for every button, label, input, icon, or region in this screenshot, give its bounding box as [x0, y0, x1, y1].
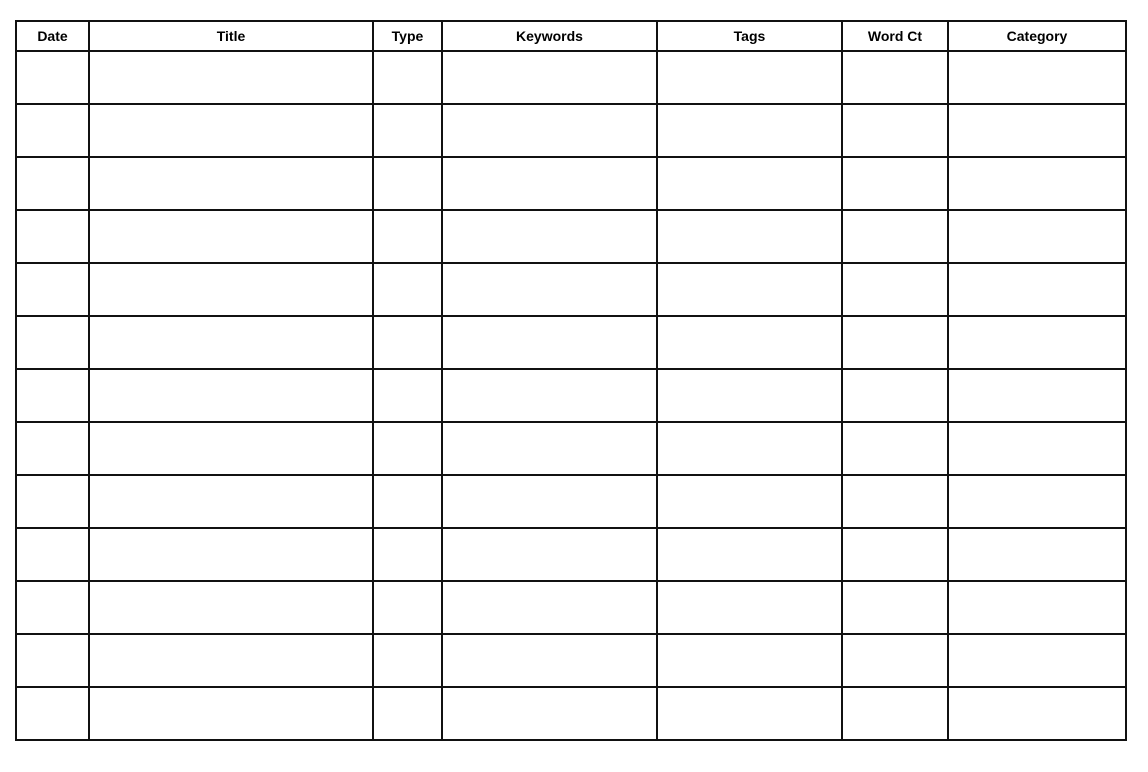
cell-tags[interactable] — [657, 210, 842, 263]
cell-word-ct[interactable] — [842, 475, 948, 528]
cell-keywords[interactable] — [442, 316, 657, 369]
column-header-type: Type — [373, 21, 442, 51]
cell-type[interactable] — [373, 157, 442, 210]
cell-category[interactable] — [948, 157, 1126, 210]
column-header-title: Title — [89, 21, 373, 51]
table-row — [16, 634, 1126, 687]
cell-tags[interactable] — [657, 687, 842, 740]
cell-tags[interactable] — [657, 475, 842, 528]
table-row — [16, 475, 1126, 528]
cell-type[interactable] — [373, 316, 442, 369]
cell-tags[interactable] — [657, 263, 842, 316]
cell-title[interactable] — [89, 475, 373, 528]
cell-title[interactable] — [89, 157, 373, 210]
cell-date[interactable] — [16, 687, 89, 740]
cell-category[interactable] — [948, 528, 1126, 581]
cell-word-ct[interactable] — [842, 316, 948, 369]
cell-keywords[interactable] — [442, 369, 657, 422]
cell-word-ct[interactable] — [842, 104, 948, 157]
cell-date[interactable] — [16, 51, 89, 104]
column-header-date: Date — [16, 21, 89, 51]
cell-title[interactable] — [89, 581, 373, 634]
cell-category[interactable] — [948, 316, 1126, 369]
cell-date[interactable] — [16, 369, 89, 422]
cell-category[interactable] — [948, 634, 1126, 687]
cell-date[interactable] — [16, 528, 89, 581]
cell-tags[interactable] — [657, 422, 842, 475]
cell-keywords[interactable] — [442, 528, 657, 581]
cell-keywords[interactable] — [442, 263, 657, 316]
cell-title[interactable] — [89, 210, 373, 263]
cell-type[interactable] — [373, 51, 442, 104]
table-row — [16, 210, 1126, 263]
table-row — [16, 369, 1126, 422]
cell-date[interactable] — [16, 210, 89, 263]
cell-word-ct[interactable] — [842, 687, 948, 740]
cell-keywords[interactable] — [442, 422, 657, 475]
cell-category[interactable] — [948, 687, 1126, 740]
table-body — [16, 51, 1126, 740]
cell-word-ct[interactable] — [842, 263, 948, 316]
cell-date[interactable] — [16, 581, 89, 634]
cell-word-ct[interactable] — [842, 157, 948, 210]
cell-category[interactable] — [948, 369, 1126, 422]
content-log-table — [15, 20, 1127, 741]
table-header — [16, 21, 1126, 51]
table-row — [16, 581, 1126, 634]
cell-title[interactable] — [89, 104, 373, 157]
cell-category[interactable] — [948, 104, 1126, 157]
cell-date[interactable] — [16, 634, 89, 687]
cell-title[interactable] — [89, 687, 373, 740]
cell-date[interactable] — [16, 157, 89, 210]
column-header-category: Category — [948, 21, 1126, 51]
cell-word-ct[interactable] — [842, 422, 948, 475]
cell-title[interactable] — [89, 634, 373, 687]
header-row — [16, 21, 1126, 51]
cell-title[interactable] — [89, 528, 373, 581]
cell-keywords[interactable] — [442, 634, 657, 687]
cell-keywords[interactable] — [442, 210, 657, 263]
cell-tags[interactable] — [657, 157, 842, 210]
cell-title[interactable] — [89, 316, 373, 369]
cell-word-ct[interactable] — [842, 51, 948, 104]
cell-tags[interactable] — [657, 369, 842, 422]
cell-tags[interactable] — [657, 316, 842, 369]
cell-tags[interactable] — [657, 634, 842, 687]
cell-word-ct[interactable] — [842, 581, 948, 634]
cell-date[interactable] — [16, 263, 89, 316]
cell-category[interactable] — [948, 51, 1126, 104]
cell-type[interactable] — [373, 687, 442, 740]
cell-keywords[interactable] — [442, 157, 657, 210]
cell-title[interactable] — [89, 369, 373, 422]
cell-title[interactable] — [89, 51, 373, 104]
cell-word-ct[interactable] — [842, 528, 948, 581]
cell-tags[interactable] — [657, 581, 842, 634]
cell-tags[interactable] — [657, 51, 842, 104]
cell-word-ct[interactable] — [842, 210, 948, 263]
table-row — [16, 687, 1126, 740]
cell-title[interactable] — [89, 263, 373, 316]
cell-type[interactable] — [373, 263, 442, 316]
cell-type[interactable] — [373, 104, 442, 157]
cell-category[interactable] — [948, 581, 1126, 634]
cell-word-ct[interactable] — [842, 369, 948, 422]
table-row — [16, 157, 1126, 210]
table-row — [16, 528, 1126, 581]
cell-keywords[interactable] — [442, 51, 657, 104]
cell-keywords[interactable] — [442, 581, 657, 634]
cell-type[interactable] — [373, 581, 442, 634]
table-row — [16, 51, 1126, 104]
cell-date[interactable] — [16, 422, 89, 475]
column-header-tags: Tags — [657, 21, 842, 51]
cell-keywords[interactable] — [442, 104, 657, 157]
table-row — [16, 263, 1126, 316]
cell-word-ct[interactable] — [842, 634, 948, 687]
cell-category[interactable] — [948, 475, 1126, 528]
cell-type[interactable] — [373, 210, 442, 263]
cell-category[interactable] — [948, 263, 1126, 316]
cell-date[interactable] — [16, 475, 89, 528]
cell-keywords[interactable] — [442, 475, 657, 528]
cell-date[interactable] — [16, 104, 89, 157]
cell-tags[interactable] — [657, 104, 842, 157]
cell-tags[interactable] — [657, 528, 842, 581]
cell-type[interactable] — [373, 475, 442, 528]
column-header-word-count: Word Ct — [842, 21, 948, 51]
cell-title[interactable] — [89, 422, 373, 475]
table-row — [16, 316, 1126, 369]
table-row — [16, 104, 1126, 157]
cell-type[interactable] — [373, 369, 442, 422]
cell-type[interactable] — [373, 422, 442, 475]
cell-type[interactable] — [373, 634, 442, 687]
table-row — [16, 422, 1126, 475]
column-header-keywords: Keywords — [442, 21, 657, 51]
cell-type[interactable] — [373, 528, 442, 581]
cell-category[interactable] — [948, 422, 1126, 475]
cell-date[interactable] — [16, 316, 89, 369]
cell-keywords[interactable] — [442, 687, 657, 740]
cell-category[interactable] — [948, 210, 1126, 263]
